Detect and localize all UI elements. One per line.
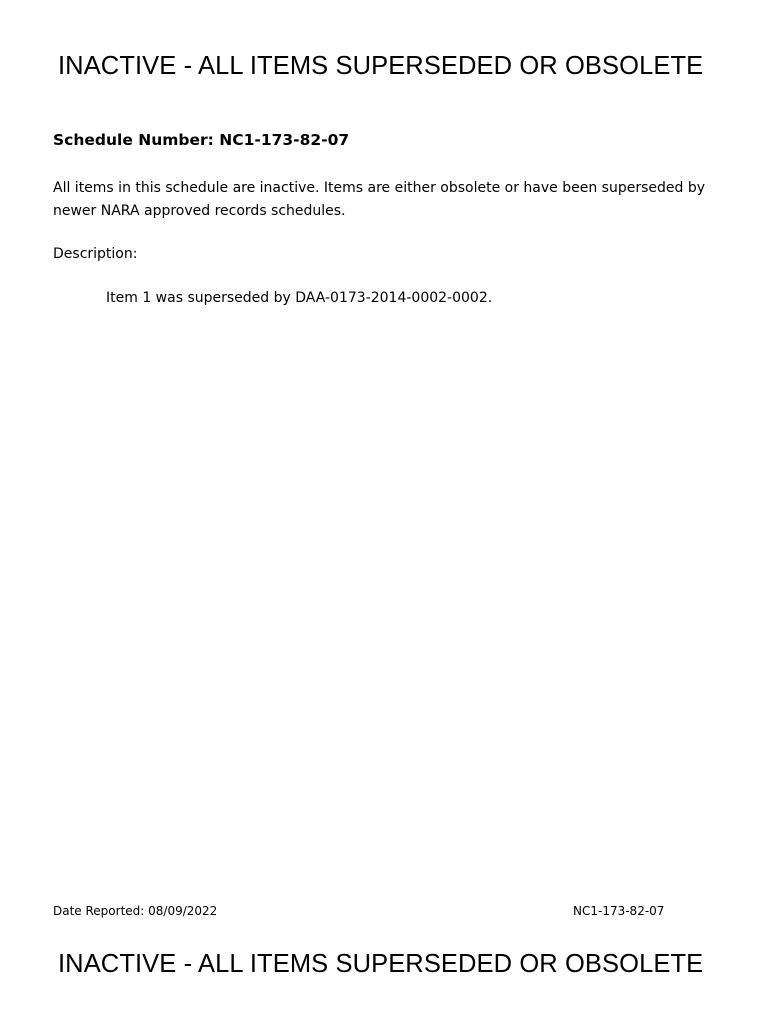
footer-schedule-number: NC1-173-82-07 (573, 904, 665, 918)
date-reported: Date Reported: 08/09/2022 (53, 904, 218, 918)
inactive-notice-paragraph: All items in this schedule are inactive. Items are either obsolete or have been superseded by newer NARA approved records schedules. (53, 180, 705, 219)
schedule-number-heading: Schedule Number: NC1-173-82-07 (53, 131, 350, 149)
inactive-banner-top: INACTIVE - ALL ITEMS SUPERSEDED OR OBSOLETE (58, 52, 704, 80)
description-item: Item 1 was superseded by DAA-0173-2014-0002-0002. (106, 290, 493, 306)
inactive-banner-bottom: INACTIVE - ALL ITEMS SUPERSEDED OR OBSOLETE (58, 950, 704, 978)
description-label: Description: (53, 246, 138, 262)
